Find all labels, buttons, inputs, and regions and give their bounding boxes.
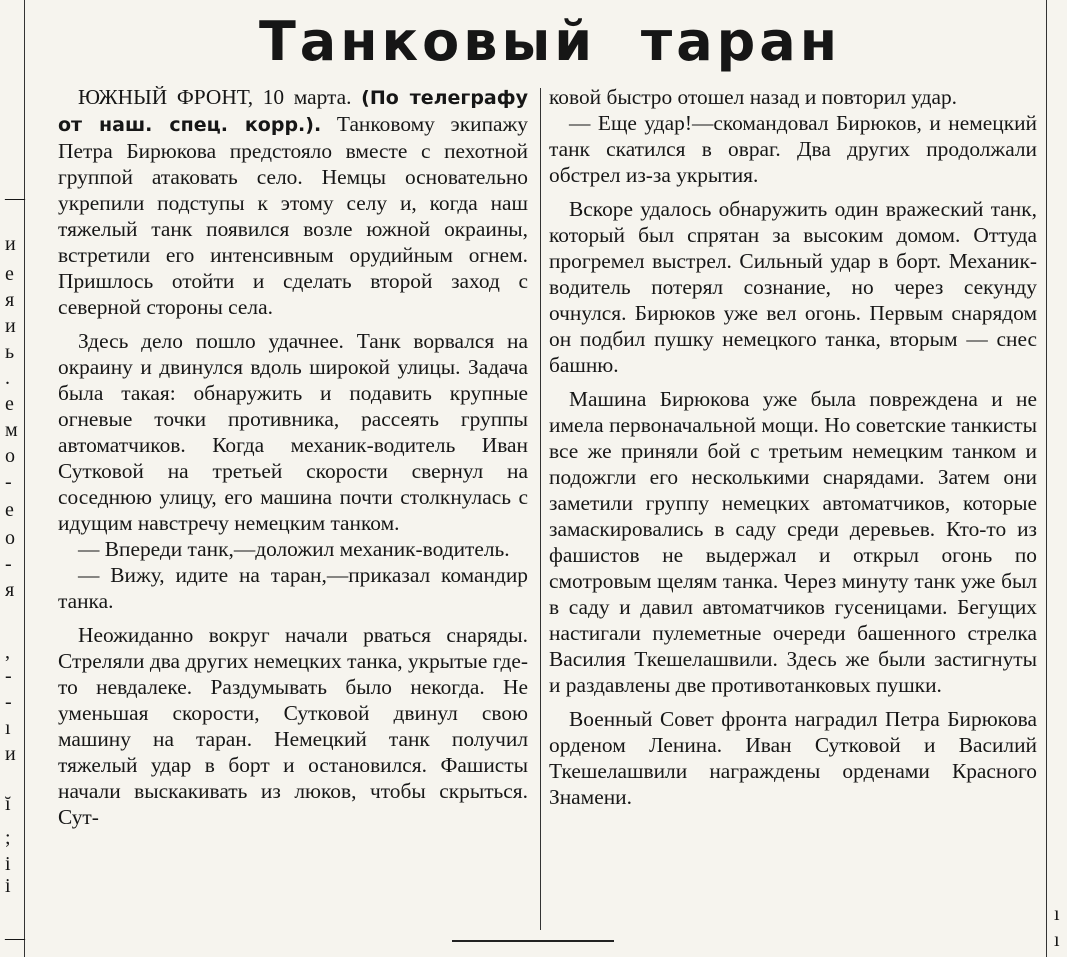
margin-fragment: я <box>5 579 15 601</box>
dateline: ЮЖНЫЙ ФРОНТ, 10 марта. <box>78 85 352 109</box>
margin-fragment: м <box>5 419 18 441</box>
margin-fragment: , <box>5 641 10 663</box>
article-column-right <box>549 84 1037 810</box>
article-column-left <box>58 84 528 830</box>
article-end-rule <box>452 940 614 942</box>
paragraph: Вскоре удалось обнаружить один вражеский танк, который был спрятан за высоким домом. Оттуда прогремел выстрел. Сильный удар в борт. Механик-водитель потерял сознание, но через секунду очнулся. Бирюков уже вел огонь. Первым снарядом он подбил пушку немецкого танка, вторым — снес башню. <box>549 197 1037 377</box>
dialogue-line: — Еще удар!—скомандовал Бирюков, и немецкий танк скатился в овраг. Два других продолжали обстрел из-за укрытия. <box>549 111 1037 187</box>
margin-fragment: и <box>5 315 16 337</box>
paragraph-text: Танковому экипажу Петра Бирюкова предстояло вместе с пехотной группой атаковать село. Немцы основательно укрепили подступы к этому селу и, когда наш тяжелый танк появился возле южной окраины, встретили его интенсивным орудийным огнем. Пришлось отойти и сделать второй заход с северной стороны села. <box>58 112 528 319</box>
margin-fragment: - <box>5 691 12 713</box>
left-neighbor-column <box>0 0 25 957</box>
margin-fragment: ĭ <box>5 793 11 815</box>
dialogue-line: — Впереди танк,—доложил механик-водитель. <box>78 537 510 561</box>
margin-fragment: - <box>5 553 12 575</box>
lead-paragraph <box>58 84 528 320</box>
margin-fragment: я <box>5 289 15 311</box>
column-rule <box>540 88 541 930</box>
margin-fragment: - <box>5 665 12 687</box>
margin-fragment: е <box>5 263 14 285</box>
margin-fragment: ь <box>5 341 15 363</box>
paragraph: Здесь дело пошло удачнее. Танк ворвался на окраину и двинулся вдоль широкой улицы. Задача была такая: обнаружить и подавить крупные огневые точки противника, рассеять группы автоматчиков. Когда механик-водитель Иван Сутковой на третьей скорости свернул на соседнюю улицу, его машина почти столкнулась с идущим навстречу немецким танком. <box>58 329 528 535</box>
margin-fragment: — <box>5 927 25 949</box>
margin-fragment: и <box>5 233 16 255</box>
margin-fragment: і <box>5 853 11 875</box>
margin-fragment: и <box>5 743 16 765</box>
margin-fragment: ı <box>5 717 11 739</box>
margin-fragment: - <box>5 471 12 493</box>
right-column-rule <box>1046 0 1047 957</box>
margin-fragment: е <box>5 393 14 415</box>
dialogue-line: — Вижу, идите на таран,—приказал командир танка. <box>58 563 528 613</box>
correspondent-source: (По телеграфу от наш. спец. корр.). <box>58 87 528 136</box>
paragraph-continuation: ковой быстро отошел назад и повторил удар. <box>549 85 958 109</box>
margin-fragment: е <box>5 499 14 521</box>
headline: Танковый таран <box>258 10 842 73</box>
right-neighbor-column <box>1050 0 1067 957</box>
margin-fragment: — <box>5 187 25 209</box>
margin-fragment: і <box>5 875 11 897</box>
margin-fragment: ; <box>5 827 11 849</box>
paragraph: Неожиданно вокруг начали рваться снаряды. Стреляли два других немецких танка, укрытые где-то невдалеке. Раздумывать было некогда. Не уменьшая скорости, Сутковой двинул свою машину на таран. Немецкий танк получил тяжелый удар в борт и остановился. Фашисты начали выскакивать из люков, чтобы скрыться. Сут- <box>58 623 528 829</box>
margin-fragment: . <box>5 367 10 389</box>
paragraph: Машина Бирюкова уже была повреждена и не имела первоначальной мощи. Но советские танкисты все же приняли бой с третьим немецким танком и подожгли его несколькими снарядами. Затем они заметили группу немецких автоматчиков, которые замаскировались в саду среди деревьев. Кто-то из фашистов не выдержал и открыл огонь по смотровым щелям танка. Через минуту танк уже был в саду и давил автоматчиков гусеницами. Бегущих настигали пулеметные очереди башенного стрелка Василия Ткешелашвили. Здесь же были застигнуты и раздавлены две противотанковых пушки. <box>549 387 1037 697</box>
paragraph: Военный Совет фронта наградил Петра Бирюкова орденом Ленина. Иван Сутковой и Василий Ткешелашвили награждены орденами Красного Знамени. <box>549 707 1037 809</box>
margin-fragment: о <box>5 527 15 549</box>
margin-fragment: ı <box>1054 929 1060 951</box>
margin-fragment: о <box>5 445 15 467</box>
margin-fragment: ı <box>1054 903 1060 925</box>
